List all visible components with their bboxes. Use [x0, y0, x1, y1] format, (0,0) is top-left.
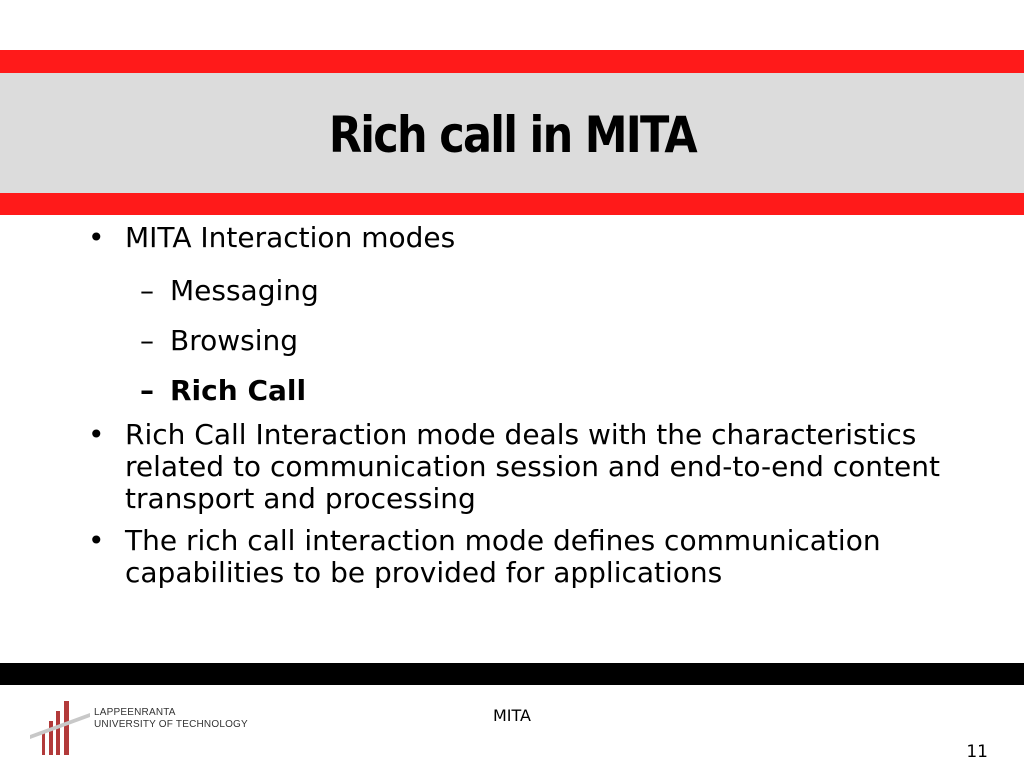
- dash-marker: –: [140, 274, 154, 307]
- bullet-marker: •: [88, 418, 105, 451]
- bottom-red-stripe: [0, 193, 1024, 215]
- bullet-text: MITA Interaction modes: [125, 221, 456, 254]
- page-number: 11: [966, 742, 988, 762]
- bullet-item: [88, 525, 988, 589]
- sub-bullet-text: Rich Call: [170, 374, 307, 407]
- dash-marker: –: [140, 324, 154, 357]
- sub-bullet-item-active: [140, 375, 940, 407]
- sub-bullet-text: Browsing: [170, 324, 299, 357]
- dash-marker: –: [140, 374, 154, 407]
- bullet-marker: •: [88, 524, 105, 557]
- title-band: [0, 73, 1024, 193]
- bullet-text: The rich call interaction mode defines communication capabilities to be provided for applications: [125, 524, 881, 589]
- bullet-text: Rich Call Interaction mode deals with the characteristics related to communication session and end-to-end content transport and processing: [125, 418, 940, 515]
- bullet-item: [88, 419, 988, 515]
- bullet-marker: •: [88, 221, 105, 254]
- logo-line-1: LAPPEENRANTA: [94, 707, 176, 718]
- footer-bar: [0, 663, 1024, 685]
- top-red-stripe: [0, 50, 1024, 73]
- university-logo: [30, 695, 270, 755]
- sub-bullet-text: Messaging: [170, 274, 319, 307]
- footer-title: MITA: [493, 706, 531, 725]
- bullet-item: [88, 222, 988, 254]
- slide-title: Rich call in MITA: [328, 106, 696, 164]
- sub-bullet-item: [140, 325, 940, 357]
- logo-emblem-icon: [30, 695, 92, 755]
- logo-line-2: UNIVERSITY OF TECHNOLOGY: [94, 719, 248, 730]
- sub-bullet-item: [140, 275, 940, 307]
